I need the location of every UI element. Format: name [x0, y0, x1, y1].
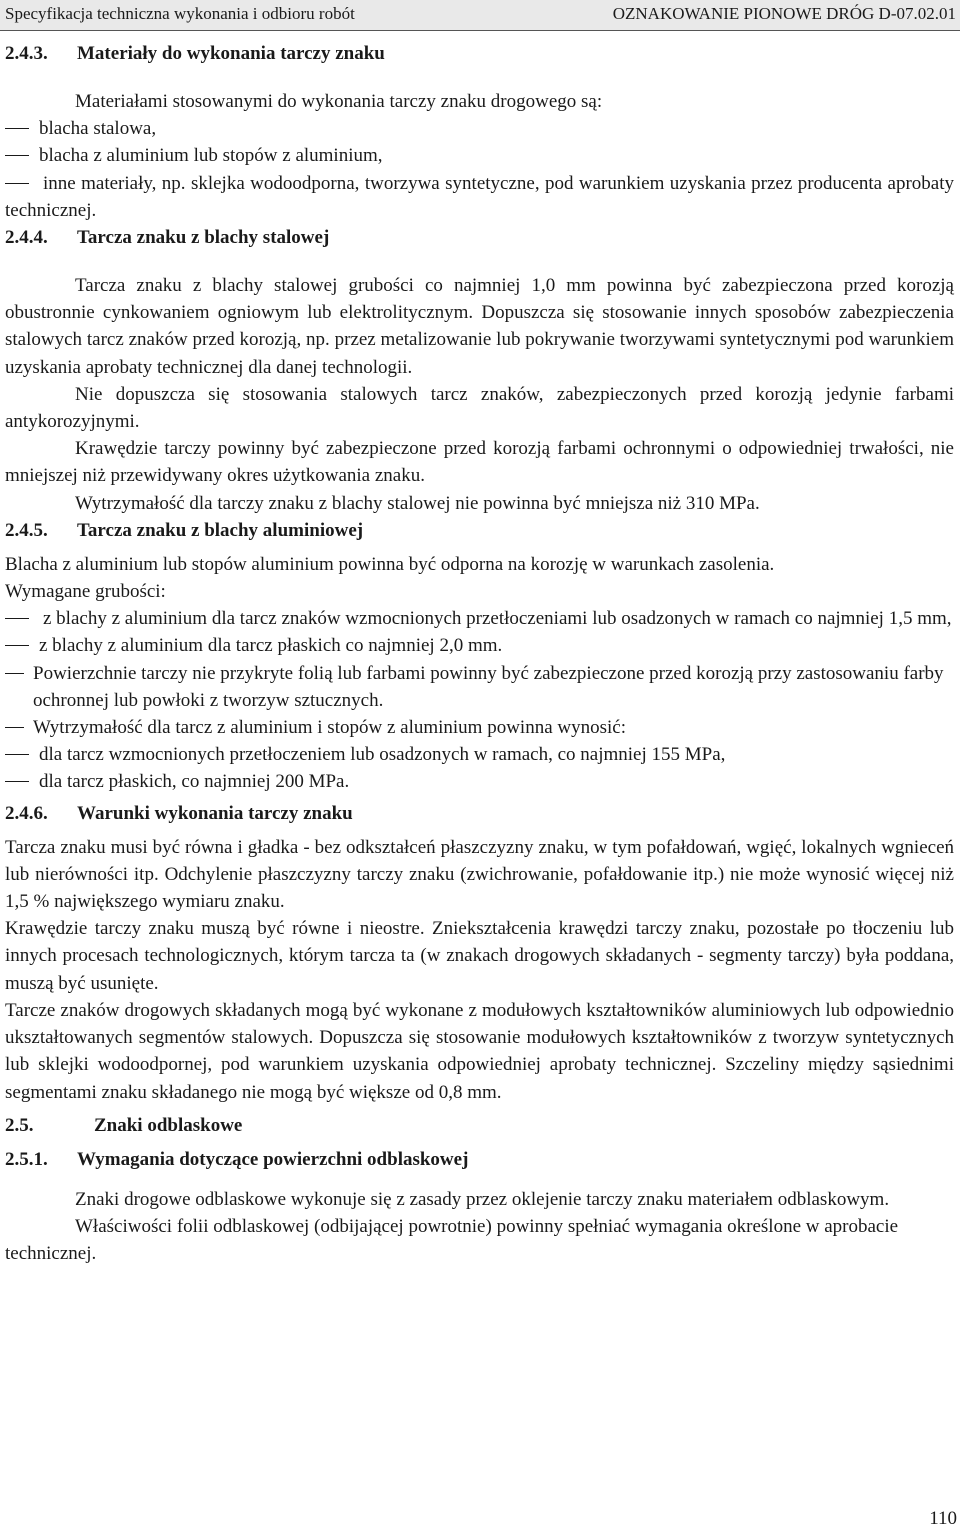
section-title: Tarcza znaku z blachy stalowej — [77, 227, 330, 249]
paragraph: Nie dopuszcza się stosowania stalowych tarcz znaków, zabezpieczonych przed korozją jedynie farbami antykorozyjnymi. — [5, 383, 954, 433]
section-heading: 2.4.5. Tarcza znaku z blachy aluminiowej — [5, 517, 954, 551]
list-item: blacha stalowa, — [5, 115, 954, 142]
page-number: 110 — [929, 1508, 957, 1529]
paragraph: Tarcza znaku musi być równa i gładka - bez odkształceń płaszczyzny znaku, w tym pofałdowań, wgięć, lokalnych wgnieceń lub nierówności itp. Odchylenie płaszczyzny tarczy znaku (zwichrowanie, pofałdowanie itp.) nie może wynosić więcej niż 1,5 % największego wymiaru znaku. — [5, 836, 954, 913]
section-heading: 2.4.4. Tarcza znaku z blachy stalowej — [5, 224, 954, 272]
list-item: z blachy z aluminium dla tarcz znaków wzmocnionych przetłoczeniami lub osadzonych w ramach co najmniej 1,5 mm, — [5, 605, 954, 632]
paragraph: Tarcza znaku z blachy stalowej grubości co najmniej 1,0 mm powinna być zabezpieczona przed korozją obustronnie cynkowaniem ogniowym lub elektrolitycznym. Dopuszcza się stosowanie innych sposobów zabezpieczenia stalowych tarcz znaków przed korozją, np. przez metalizowanie lub pokrywanie tworzywami syntetycznymi pod warunkiem uzyskania aprobaty technicznej dla danej technologii. — [5, 275, 954, 378]
document-body — [5, 40, 954, 1267]
section-heading: 2.4.3. Materiały do wykonania tarczy znaku — [5, 40, 954, 88]
paragraph: Materiałami stosowanymi do wykonania tarczy znaku drogowego są: — [75, 91, 603, 112]
paragraph: Blacha z aluminium lub stopów aluminium powinna być odporna na korozję w warunkach zasolenia. — [5, 553, 775, 575]
list-item: inne materiały, np. sklejka wodoodporna, tworzywa syntetyczne, pod warunkiem uzyskania przez producenta aprobaty technicznej. — [5, 170, 954, 224]
paragraph: Właściwości folii odblaskowej (odbijającej powrotnie) powinny spełniać wymagania określone w aprobacie technicznej. — [5, 1215, 899, 1265]
list-item: dla tarcz wzmocnionych przetłoczeniem lub osadzonych w ramach, co najmniej 155 MPa, — [5, 741, 954, 768]
header-right: OZNAKOWANIE PIONOWE DRÓG D-07.02.01 — [612, 4, 956, 23]
section-title: Materiały do wykonania tarczy znaku — [77, 43, 385, 64]
paragraph: Wymagane grubości: — [5, 581, 166, 603]
list-item: Wytrzymałość dla tarcz z aluminium i stopów z aluminium powinna wynosić: — [5, 714, 954, 741]
paragraph: Krawędzie tarczy znaku muszą być równe i nieostre. Zniekształcenia krawędzi tarczy znaku, pozostałe po tłoczeniu lub innych procesach technologicznych, którym tarcza ta (w znakach drogowych składanych - segmenty tarczy) była poddana, muszą być usunięte. — [5, 918, 954, 994]
paragraph: Tarcze znaków drogowych składanych mogą być wykonane z modułowych kształtowników aluminiowych lub odpowiednio ukształtowanych segmentów stalowych. Dopuszcza się stosowanie modułowych kształtowników z tworzyw syntetycznych lub sklejki wodoodpornej, pod warunkiem uzyskania odpowiedniej aprobaty technicznej. Szczeliny między sąsiednimi segmentami znaku składanego nie mogą być większe od 0,8 mm. — [5, 999, 954, 1103]
section-heading: 2.4.6. Warunki wykonania tarczy znaku — [5, 800, 954, 834]
section-title: Tarcza znaku z blachy aluminiowej — [77, 519, 364, 541]
section-heading: 2.5. Znaki odblaskowe — [5, 1112, 954, 1146]
section-title: Znaki odblaskowe — [94, 1114, 243, 1136]
paragraph: Wytrzymałość dla tarczy znaku z blachy stalowej nie powinna być mniejsza niż 310 MPa. — [75, 492, 760, 514]
paragraph: Krawędzie tarczy powinny być zabezpieczone przed korozją farbami ochronnymi o odpowiedniej trwałości, nie mniejszej niż przewidywany okres użytkowania znaku. — [5, 438, 954, 487]
header-left: Specyfikacja techniczna wykonania i odbioru robót — [5, 4, 355, 23]
list-item: z blachy z aluminium dla tarcz płaskich co najmniej 2,0 mm. — [5, 632, 954, 659]
page-header — [0, 0, 960, 31]
paragraph: Znaki drogowe odblaskowe wykonuje się z zasady przez oklejenie tarczy znaku materiałem odblaskowym. — [75, 1188, 890, 1210]
list-item: Powierzchnie tarczy nie przykryte folią lub farbami powinny być zabezpieczone przed korozją przy zastosowaniu farby ochronnej lub powłoki z tworzyw sztucznych. — [5, 660, 954, 714]
section-title: Wymagania dotyczące powierzchni odblaskowej — [77, 1148, 469, 1170]
section-heading: 2.5.1. Wymagania dotyczące powierzchni odblaskowej — [5, 1146, 954, 1186]
list-item: dla tarcz płaskich, co najmniej 200 MPa. — [5, 768, 954, 795]
list-item: blacha z aluminium lub stopów z aluminium, — [5, 142, 954, 169]
section-title: Warunki wykonania tarczy znaku — [77, 802, 353, 824]
